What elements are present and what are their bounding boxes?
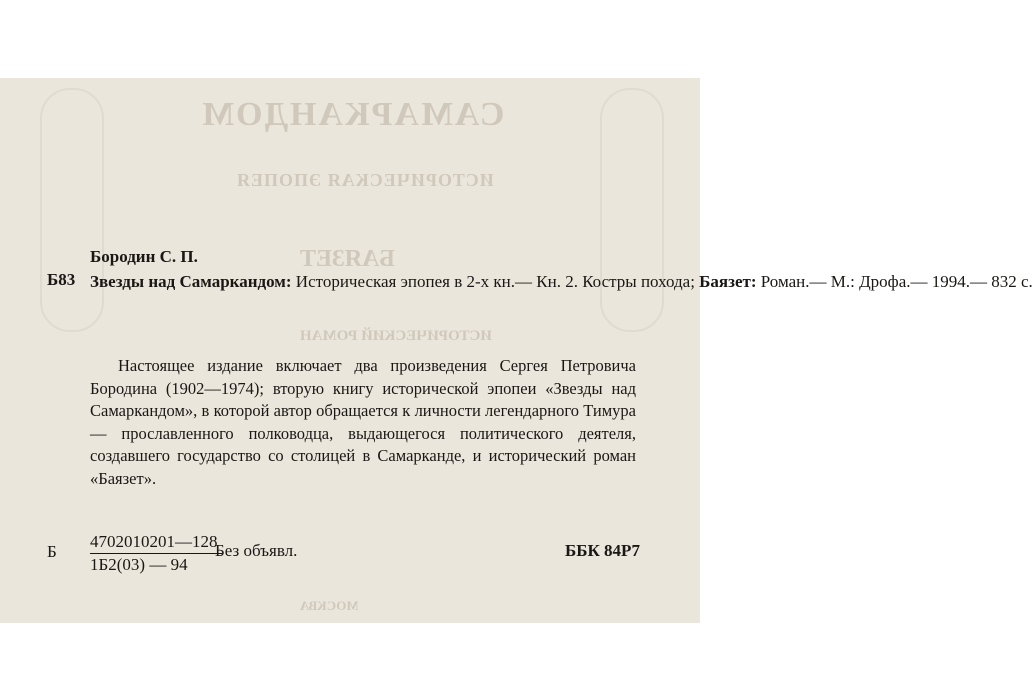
classification-code: Б83 (47, 270, 76, 289)
title-rest: Историческая эпопея в 2-х кн.— Кн. 2. Костры похода; (291, 272, 695, 291)
bleed-through-title: САМАРКАНДОМ (200, 96, 505, 133)
bbk-code: ББК 84Р7 (565, 541, 640, 560)
second-title-bold: Баязет: (694, 272, 757, 291)
bleed-through-subtitle-2: ИСТОРИЧЕСКИЙ РОМАН (300, 328, 493, 344)
ornament-left (40, 88, 104, 332)
second-title-rest: Роман.— М.: Дрофа.— 1994.— 832 с. (756, 272, 1033, 291)
annotation-paragraph: Настоящее издание включает два произведения Сергея Петровича Бородина (1902—1974); вторую книгу исторической эпопеи «Звезды над Самаркандом», в которой автор обращается к личности легендарного Тимура — прославленного полководца, выдающегося политического деятеля, создавшего государство со столицей в Самарканде, и исторический роман «Баязет». (90, 356, 636, 488)
index-letter: Б (47, 542, 57, 561)
title-bold: Звезды над Самаркандом: (90, 272, 292, 291)
bleed-through-title-2: БАЯЗЕТ (300, 246, 395, 272)
bleed-through-city: МОСКВА (300, 598, 359, 613)
index-fraction (90, 531, 222, 576)
no-announcement-label: Без объявл. (215, 541, 298, 560)
bibliographic-entry (90, 270, 1033, 293)
ornament-right (600, 88, 664, 332)
index-denominator: 1Б2(03) — 94 (90, 555, 188, 574)
index-numerator: 4702010201—128 (90, 531, 222, 554)
bleed-through-subtitle: ИСТОРИЧЕСКАЯ ЭПОПЕЯ (236, 170, 494, 190)
author-heading: Бородин С. П. (90, 247, 198, 266)
